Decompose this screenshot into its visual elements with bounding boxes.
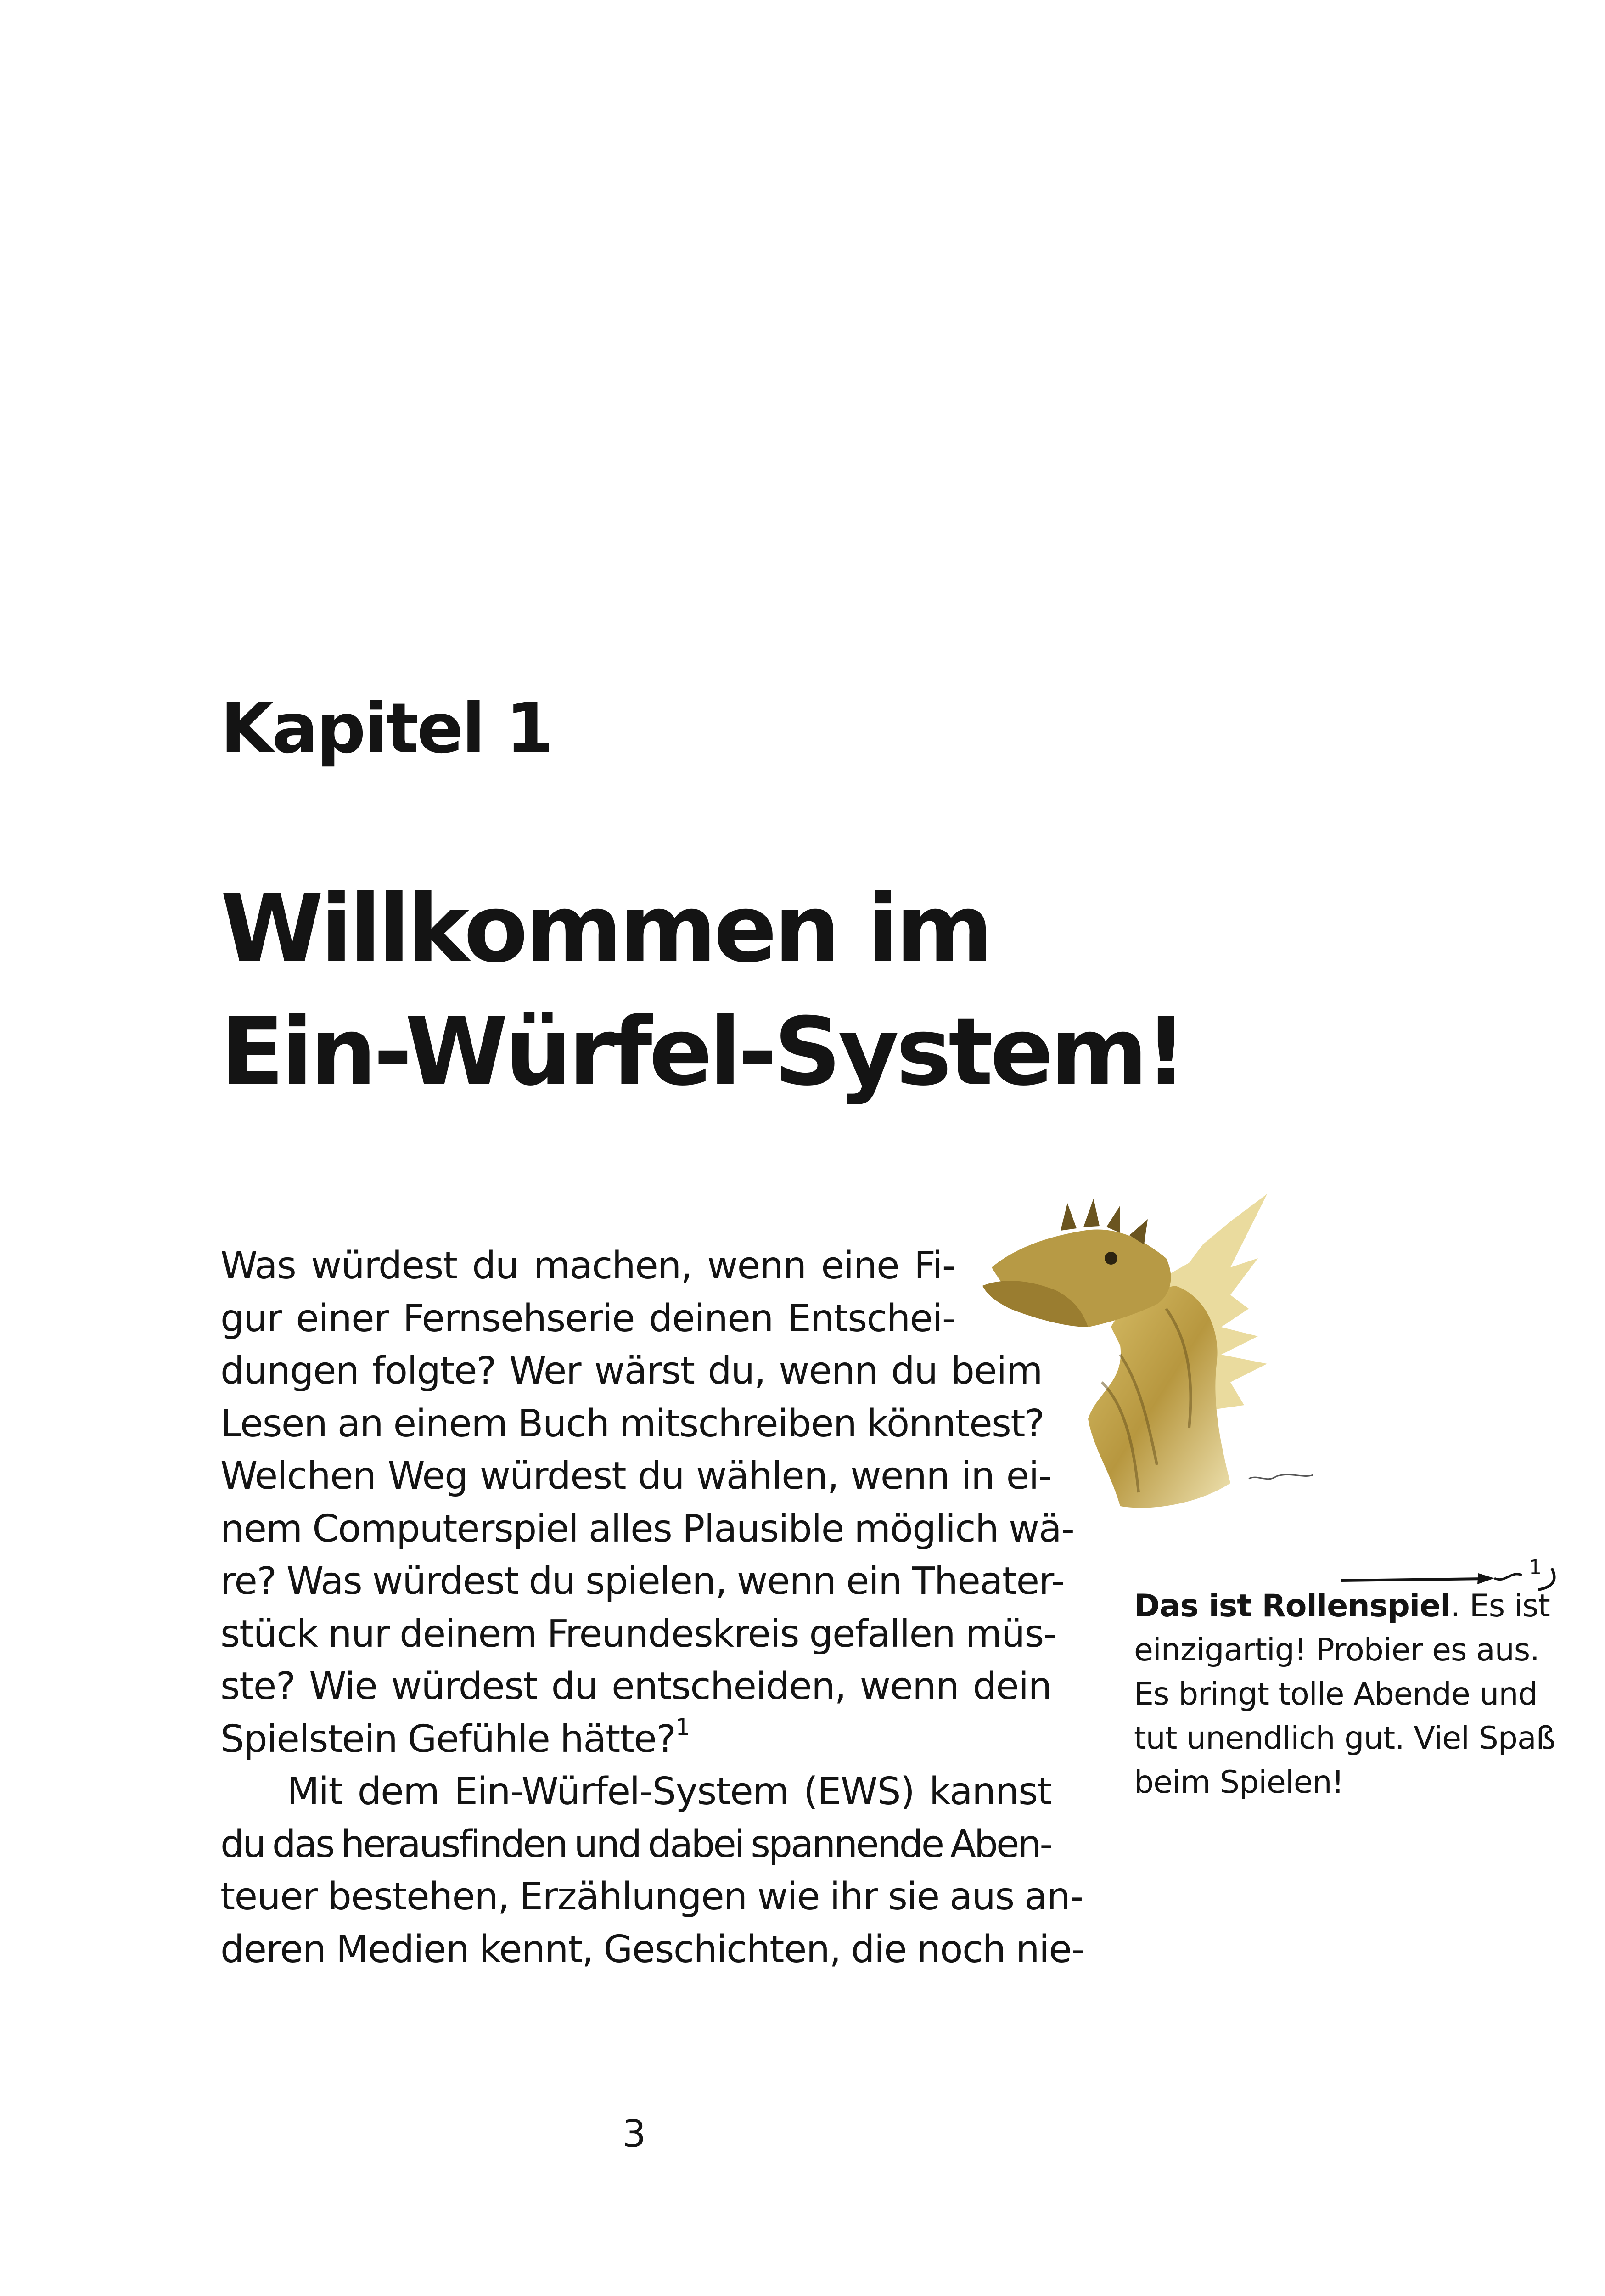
dragon-illustration — [973, 1189, 1322, 1520]
page-number: 3 — [622, 2112, 646, 2156]
body-line: nem Computerspiel alles Plausible möglich wä- — [220, 1507, 1074, 1551]
body-line: Spielstein Gefühle hätte? — [220, 1717, 676, 1761]
chapter-title — [220, 868, 1276, 1114]
body-line: teuer bestehen, Erzählungen wie ihr sie aus an- — [220, 1875, 1083, 1919]
margin-note-text: . Es ist — [1450, 1588, 1550, 1624]
body-line: ste? Wie würdest du entscheiden, wenn dein — [220, 1665, 1051, 1708]
body-line: gur einer Fernsehserie deinen Entschei- — [220, 1296, 955, 1340]
margin-note-line: Es bringt tolle Abende und — [1134, 1676, 1538, 1712]
body-line: dungen folgte? Wer wärst du, wenn du beim — [220, 1349, 1042, 1393]
body-line: Mit dem Ein-Würfel-System (EWS) kannst — [287, 1770, 1051, 1813]
body-line: du das herausfinden und dabei spannende Aben- — [220, 1822, 1051, 1866]
margin-note-line: beim Spielen! — [1134, 1764, 1344, 1801]
body-line: Lesen an einem Buch mitschreiben könntest? — [220, 1401, 1044, 1446]
margin-note — [1134, 1584, 1561, 1805]
body-line: re? Was würdest du spielen, wenn ein Theater- — [220, 1559, 1064, 1603]
body-line: stück nur deinem Freundeskreis gefallen müs- — [220, 1612, 1056, 1656]
body-line: deren Medien kennt, Geschichten, die noch nie- — [220, 1927, 1084, 1971]
dragon-eye — [1105, 1252, 1117, 1265]
body-line-with-footnote — [220, 1713, 1051, 1766]
margin-note-number: 1 — [1529, 1556, 1542, 1579]
margin-note-line — [1134, 1584, 1561, 1628]
artist-signature — [1249, 1474, 1313, 1479]
body-line: Was würdest du machen, wenn eine Fi- — [220, 1244, 955, 1288]
chapter-title-line: Ein-Würfel-System! — [220, 998, 1184, 1107]
chapter-label: Kapitel 1 — [220, 689, 552, 769]
body-line: Welchen Weg würdest du wählen, wenn in ei- — [220, 1454, 1051, 1498]
margin-note-bold: Das ist Rollenspiel — [1134, 1588, 1451, 1624]
margin-note-line: einzigartig! Probier es aus. — [1134, 1632, 1539, 1668]
footnote-reference[interactable]: 1 — [675, 1714, 690, 1741]
margin-note-line: tut unendlich gut. Viel Spaß — [1134, 1720, 1555, 1756]
chapter-title-line: Willkommen im — [220, 875, 990, 984]
body-text — [220, 1240, 1084, 1976]
